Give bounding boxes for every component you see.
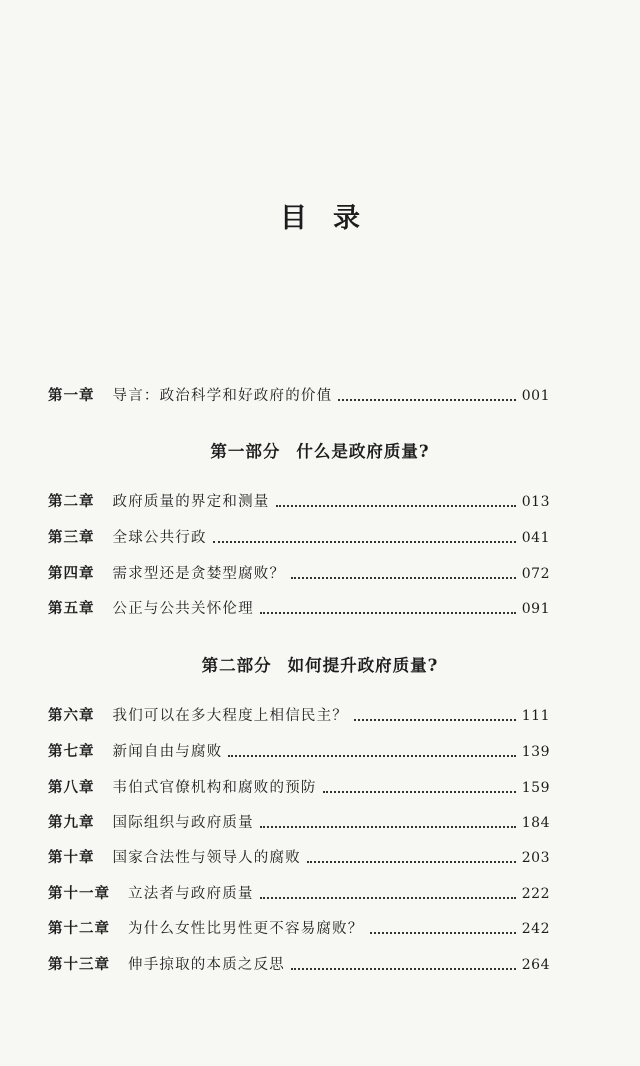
part-label: 第一部分 xyxy=(210,442,281,461)
page-number: 111 xyxy=(521,708,550,724)
chapter-title: 公正与公共关怀伦理 xyxy=(112,601,254,617)
chapter-title: 全球公共行政 xyxy=(112,530,207,546)
chapter-label: 第三章 xyxy=(48,529,95,546)
toc-entry xyxy=(48,953,550,977)
toc-entry xyxy=(48,526,550,550)
dot-leader xyxy=(260,897,516,899)
page-number: 072 xyxy=(521,566,550,582)
chapter-label: 第十章 xyxy=(48,849,95,866)
chapter-label: 第二章 xyxy=(48,493,95,510)
toc-entry xyxy=(48,846,550,870)
toc-entry xyxy=(48,490,550,514)
dot-leader xyxy=(276,505,516,507)
chapter-title: 我们可以在多大程度上相信民主？ xyxy=(112,708,348,724)
chapter-title: 韦伯式官僚机构和腐败的预防 xyxy=(112,780,317,796)
dot-leader xyxy=(370,932,516,934)
chapter-label: 第九章 xyxy=(48,814,95,831)
toc-entry xyxy=(48,597,550,621)
page-number: 203 xyxy=(521,850,550,866)
dot-leader xyxy=(338,399,515,401)
part-heading xyxy=(0,438,640,462)
chapter-label: 第十三章 xyxy=(48,956,110,973)
chapter-label: 第六章 xyxy=(48,707,95,724)
toc-entry xyxy=(48,562,550,586)
chapter-title: 导言：政治科学和好政府的价值 xyxy=(112,388,333,404)
page-number: 139 xyxy=(521,744,550,760)
dot-leader xyxy=(228,755,515,757)
page-number: 242 xyxy=(521,921,550,937)
chapter-title: 政府质量的界定和测量 xyxy=(112,494,270,510)
dot-leader xyxy=(213,541,516,543)
toc-entry xyxy=(48,811,550,835)
chapter-label: 第七章 xyxy=(48,743,95,760)
chapter-title: 国际组织与政府质量 xyxy=(112,815,254,831)
page-title: 目录 xyxy=(280,203,386,234)
dot-leader xyxy=(323,791,516,793)
dot-leader xyxy=(307,861,516,863)
chapter-title: 国家合法性与领导人的腐败 xyxy=(112,850,301,866)
dot-leader xyxy=(291,968,516,970)
chapter-label: 第一章 xyxy=(48,387,95,404)
page-number: 159 xyxy=(521,780,550,796)
dot-leader xyxy=(260,826,516,828)
chapter-label: 第八章 xyxy=(48,779,95,796)
chapter-label: 第四章 xyxy=(48,565,95,582)
chapter-title: 为什么女性比男性更不容易腐败？ xyxy=(128,921,364,937)
page-number: 001 xyxy=(521,388,550,404)
toc-entry xyxy=(48,704,550,728)
page-number: 184 xyxy=(521,815,550,831)
chapter-title: 新闻自由与腐败 xyxy=(112,744,223,760)
page-number: 041 xyxy=(521,530,550,546)
dot-leader xyxy=(260,612,516,614)
dot-leader xyxy=(354,719,516,721)
page-number: 222 xyxy=(521,886,550,902)
toc-entry xyxy=(48,882,550,906)
toc-entry xyxy=(48,917,550,941)
page-number: 013 xyxy=(521,494,550,510)
dot-leader xyxy=(291,577,516,579)
toc-entry xyxy=(48,776,550,800)
chapter-label: 第十一章 xyxy=(48,885,110,902)
toc-entry xyxy=(48,740,550,764)
part-title: 如何提升政府质量? xyxy=(287,656,439,675)
chapter-title: 需求型还是贪婪型腐败？ xyxy=(112,566,286,582)
toc-entry xyxy=(48,384,550,408)
chapter-label: 第十二章 xyxy=(48,920,110,937)
chapter-title: 立法者与政府质量 xyxy=(128,886,254,902)
page-number: 091 xyxy=(521,601,550,617)
chapter-title: 伸手掠取的本质之反思 xyxy=(128,957,285,973)
part-label: 第二部分 xyxy=(201,656,272,675)
chapter-label: 第五章 xyxy=(48,600,95,617)
part-title: 什么是政府质量? xyxy=(296,442,430,461)
part-heading xyxy=(0,652,640,676)
page-number: 264 xyxy=(521,957,550,973)
